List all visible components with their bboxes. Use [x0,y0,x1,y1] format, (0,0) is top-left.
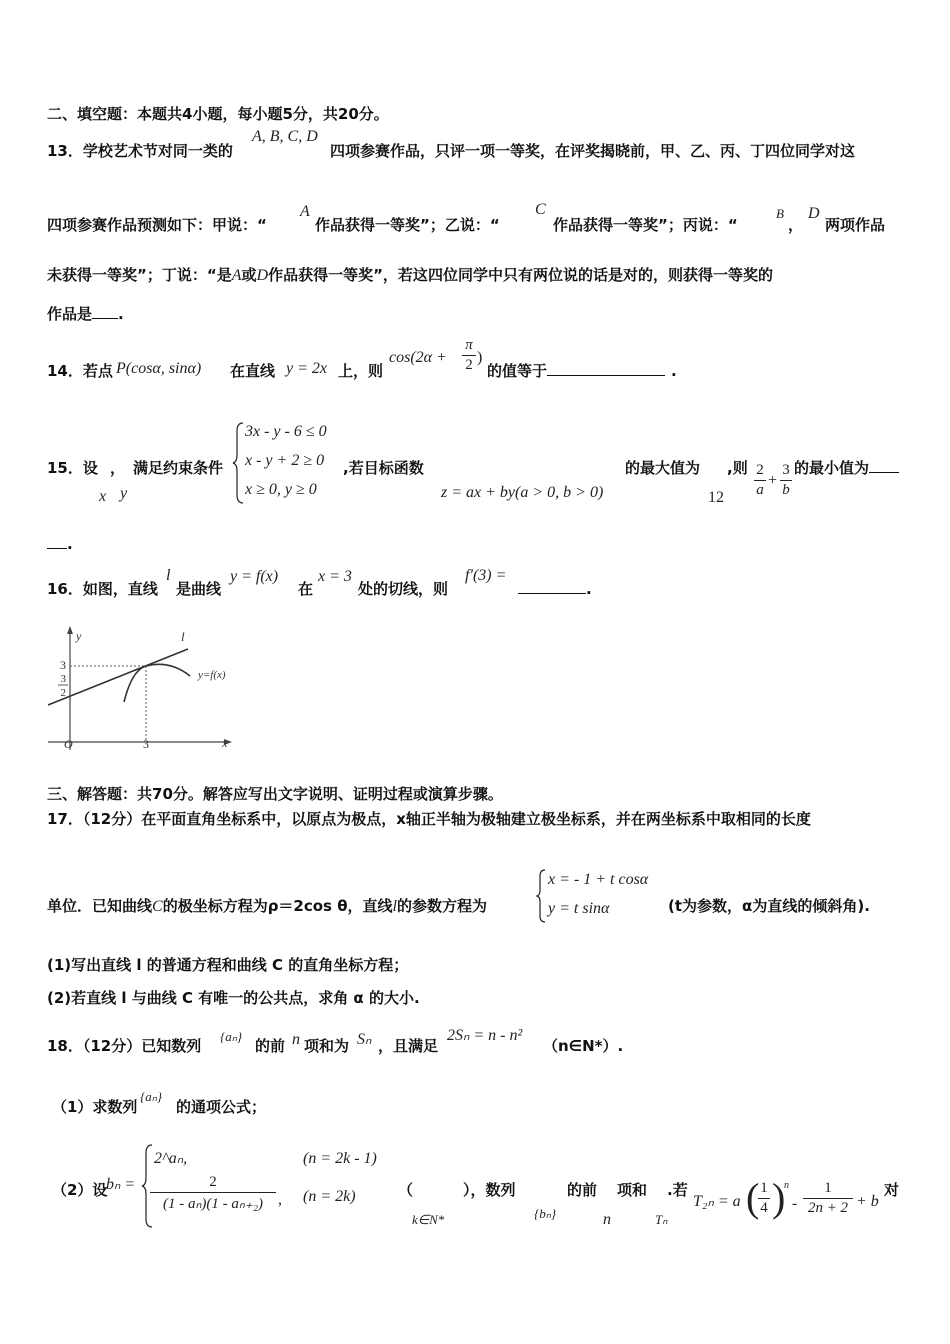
tick-y-3: 3 [60,658,66,672]
q17-sub-1: (1)写出直线 l 的普通方程和曲线 C 的直角坐标方程； [47,956,409,974]
q18-paren-close: ) [772,1175,786,1220]
q18-k-set: k∈N* [412,1212,445,1227]
q18-case-2-fraction [150,1174,276,1213]
q14-text-mid2: 上，则 [338,362,384,380]
q14-text-mid: 在直线 [230,362,276,380]
answer-blank-14 [547,361,665,376]
q14-expr-left: cos(2α + [389,349,447,366]
line-l-label: l [181,629,185,644]
q15-var-y: y [120,485,128,502]
q18-quarter [758,1180,770,1217]
q15-cond: 满足约束条件 [133,459,224,477]
q13-end: . [118,305,124,323]
q14-point: P(cosα, sinα) [116,360,202,377]
q17-sub-2: (2)若直线 l 与曲线 C 有唯一的公共点，求角 α 的大小. [47,989,420,1007]
q15-constraint-2: x - y + 2 ≥ 0 [245,452,325,469]
q15-objective-text: ,若目标函数 [343,459,424,477]
q15-max-value: 12 [708,489,724,506]
q18-quarter-num: 1 [760,1180,768,1196]
q18-case-2-cond: (n = 2k) [303,1188,356,1205]
q15-then: ,则 [727,459,748,477]
q18-sub1-text-a: （1）求数列 [52,1098,138,1116]
q18-k-close: ），数列 [463,1181,516,1199]
q18-seq-an: {aₙ} [220,1029,243,1044]
q13-text-4: 作品获得一等奖”；乙说：“ [315,216,500,234]
q16-point: x = 3 [318,568,352,585]
q13-text-9: 作品是 [47,305,93,323]
q17-var-c: C [152,898,163,915]
q17-param-eq-2: y = t sinα [548,900,610,917]
q15-end: . [67,535,73,553]
q15-constraint-1: 3x - y - 6 ≤ 0 [245,423,327,440]
q15-f2-num: 3 [782,462,790,478]
q17-number: 17． [47,810,83,828]
section-heading-solutions: 三、解答题：共70分。解答应写出文字说明、证明过程或演算步骤。 [47,785,503,803]
q16-curve: y = f(x) [230,568,279,585]
q18-number: 18． [47,1037,83,1055]
q17-score: （12分） [82,810,142,828]
q18-score: （12分） [82,1037,142,1055]
q16-text-1: 是曲线 [176,580,222,598]
q18-case-1: 2^aₙ, [154,1150,188,1167]
q17-line-1: 在平面直角坐标系中，以原点为极点，x轴正半轴为极轴建立极坐标系，并在两坐标系中取相同的长度 [141,810,811,828]
answer-blank-13 [92,304,118,319]
q18-text-dui: 对 [884,1181,900,1199]
q13-var-a2: A [231,267,242,284]
q18-text-qian: 的前 [567,1181,598,1199]
q13-var-a: A [300,203,310,220]
q13-text-6: 两项作品 [825,216,886,234]
q18-case-2-comma: , [278,1191,282,1208]
q16-end: . [586,580,592,598]
q15-var-x: x [99,488,107,505]
q13-comma: ， [788,216,804,234]
q18-power-n: n [784,1180,789,1191]
q14-pi: π [465,337,473,353]
q18-case-1-cond: (n = 2k - 1) [303,1150,377,1167]
q16-derivative: f′(3) = [465,567,507,584]
q13-works: A, B, C, D [252,128,318,145]
q15-f1-num: 2 [756,462,764,478]
q18-sub1-text-b: 的通项公式； [176,1098,267,1116]
q18-text-ruo: .若 [667,1181,688,1199]
q15-objective-func: z = ax + by(a > 0, b > 0) [441,484,604,501]
y-axis-arrow [67,626,73,634]
tangent-line-l [48,649,188,705]
q18-quarter-den: 4 [760,1200,768,1216]
q14-two: 2 [465,357,473,373]
q17-text-d: (t为参数，α为直线的倾斜角). [668,897,870,915]
tangent-line-figure [40,622,250,754]
q16-var-l: l [166,567,171,584]
q13-var-b: B [776,206,784,221]
q18-equation: 2Sₙ = n - n² [447,1027,523,1044]
q14-tail: 的值等于 [487,362,548,380]
q18-text-3: 项和为 [304,1037,350,1055]
q13-or: 或 [241,266,257,284]
q18-text-4: ，且满足 [378,1037,439,1055]
q18-paren-open: ( [746,1175,760,1220]
q14-pi-over-2 [462,337,476,374]
q15-min-text: 的最小值为 [794,459,870,477]
q14-number: 14．若点 [47,362,113,380]
q18-var-n2: n [603,1211,611,1228]
q18-var-sn: Sₙ [357,1031,372,1048]
q15-frac-2-over-a [754,462,766,499]
y-axis-label: y [76,629,82,643]
q15-plus: + [768,472,778,489]
q15-number: 15．设 [47,459,98,477]
q14-end: . [671,362,677,380]
curve-label: y=f(x) [198,669,226,681]
q16-number: 16．如图，直线 [47,580,158,598]
answer-blank-16 [518,579,586,594]
q18-case-2-den: (1 - aₙ)(1 - aₙ₊₂) [162,1196,264,1212]
q18-var-n: n [292,1031,300,1048]
q18-text-1: 已知数列 [141,1037,202,1055]
q18-t2n: T₂ₙ = a [693,1193,741,1210]
q16-text-3: 处的切线，则 [358,580,449,598]
q17-text-a: 单位．已知曲线 [47,897,153,915]
q13-text-7: 未获得一等奖”；丁说：“是 [47,266,232,284]
q15-frac-3-over-b [780,462,792,499]
q18-case-2-num: 2 [209,1174,217,1190]
q15-f1-den: a [756,482,764,498]
q13-text-3: 四项参赛作品预测如下：甲说：“ [47,216,267,234]
q13-var-c: C [535,201,546,218]
tick-y-3-over-2-den: 2 [60,687,66,699]
q17-left-brace [536,868,546,924]
q15-comma: ， [110,459,126,477]
q13-number: 13． [47,142,83,160]
tick-x-3: 3 [143,737,149,751]
q16-text-2: 在 [298,580,314,598]
q18-text-xiang: 项和 [617,1181,648,1199]
q18-text-2: 的前 [255,1037,286,1055]
q17-param-eq-1: x = - 1 + t cosα [548,871,649,888]
q18-sub2-text-a: （2）设 [52,1181,108,1199]
q13-text-1: 学校艺术节对同一类的 [82,142,233,160]
q18-minus: - [792,1195,798,1212]
q15-max-text: 的最大值为 [625,459,701,477]
q18-r-num: 1 [824,1180,832,1196]
answer-blank-15a [869,458,899,473]
q13-text-5: 作品获得一等奖”；丙说：“ [553,216,738,234]
q13-var-d2: D [256,267,269,284]
x-axis-label: x [222,736,228,750]
q15-f2-den: b [782,482,790,498]
q18-r-den: 2n + 2 [807,1200,849,1216]
q13-var-d: D [808,205,820,222]
origin-label: O [64,737,73,751]
q17-text-b: 的极坐标方程为ρ＝2cos θ，直线 [162,897,393,915]
q18-plus-b: + b [856,1193,879,1210]
q18-sub1-seq: {aₙ} [140,1089,163,1104]
q18-condition: （n∈N*）. [543,1037,624,1055]
q18-k-open: （ [398,1181,414,1199]
q18-frac-1-over-2n2 [803,1180,853,1217]
q13-text-2: 四项参赛作品，只评一项一等奖，在评奖揭晓前，甲、乙、丙、丁四位同学对这 [330,142,856,160]
q15-left-brace [232,421,244,505]
q17-var-l: l [392,898,397,915]
q14-line: y = 2x [286,360,327,377]
section-heading-fill-in: 二、填空题：本题共4小题，每小题5分，共20分。 [47,105,389,123]
q15-constraint-3: x ≥ 0, y ≥ 0 [245,481,317,498]
q14-paren: ) [477,349,483,366]
q17-text-c: 的参数方程为 [396,897,487,915]
q18-var-tn: Tₙ [655,1212,668,1227]
answer-blank-15b [47,534,67,549]
q13-text-8: 作品获得一等奖”，若这四位同学中只有两位说的话是对的，则获得一等奖的 [268,266,773,284]
q18-bn: bₙ = [106,1176,136,1193]
tick-y-3-over-2-num: 3 [60,673,66,685]
q18-seq-bn: {bₙ} [534,1206,557,1221]
